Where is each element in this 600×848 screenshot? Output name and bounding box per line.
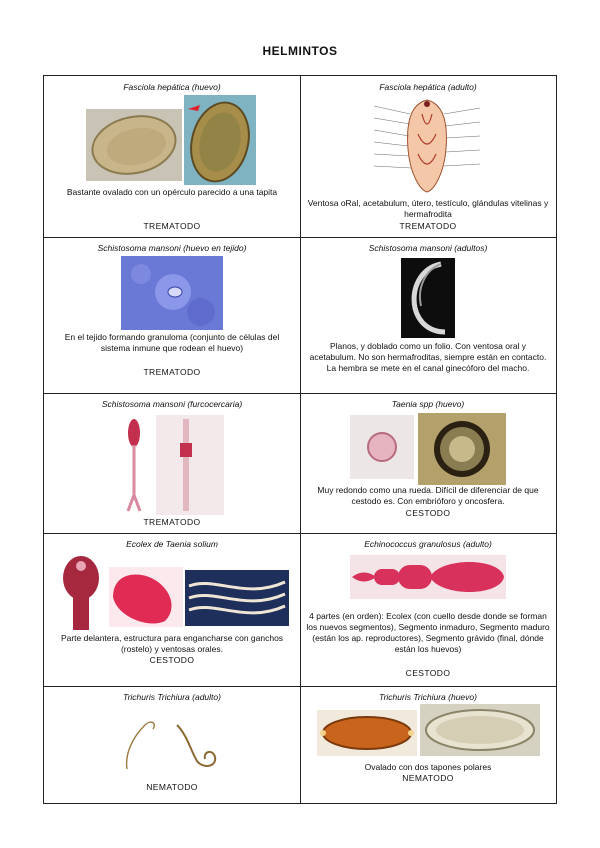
cell-description: Ovalado con dos tapones polares — [364, 762, 492, 772]
cell-fasciola-adult — [300, 76, 556, 237]
cell-taenia-solium-scolex — [44, 533, 301, 686]
cell-group: CESTODO — [149, 655, 195, 665]
cell-description: Planos, y doblado como un folio. Con ventosa oral y acetabulum. No son hermafroditas, siempre están en contacto. La hembra se mete en el canal ginecóforo del macho. — [309, 341, 547, 373]
table-row — [44, 393, 556, 534]
taenia-egg-image-1 — [350, 415, 414, 479]
cell-caption: Trichuris Trichiura (huevo) — [379, 692, 477, 702]
cell-description: Bastante ovalado con un opérculo parecido a una tapita — [66, 187, 278, 197]
cell-schistosoma-furcocercaria — [44, 393, 301, 533]
cell-schistosoma-adults — [300, 237, 556, 393]
cell-caption: Schistosoma mansoni (adultos) — [368, 243, 488, 253]
fasciola-egg-image-2 — [184, 95, 256, 185]
cell-caption: Schistosoma mansoni (huevo en tejido) — [97, 243, 247, 253]
table-row — [44, 686, 556, 803]
cell-trichuris-adult — [44, 686, 301, 803]
cell-caption: Fasciola hepática (adulto) — [379, 82, 477, 92]
table-row — [44, 76, 556, 238]
cell-group: NEMATODO — [146, 782, 198, 792]
cell-group: TREMATODO — [399, 221, 457, 231]
cell-taenia-egg — [300, 393, 556, 533]
trichuris-egg-image-2 — [420, 704, 540, 756]
trichuris-adult-image — [117, 715, 227, 775]
fasciola-adult-diagram — [364, 94, 490, 194]
cell-trichuris-egg — [300, 686, 556, 803]
table-row — [44, 533, 556, 687]
schistosoma-adults-image — [401, 258, 455, 338]
cell-caption: Taenia spp (huevo) — [391, 399, 465, 409]
cell-group: TREMATODO — [143, 221, 201, 231]
cell-caption: Echinococcus granulosus (adulto) — [364, 539, 492, 549]
taenia-egg-image-2 — [418, 413, 506, 485]
schistosoma-egg-tissue-image — [121, 256, 223, 330]
cell-schistosoma-egg-tissue — [44, 237, 301, 393]
cell-description: Parte delantera, estructura para engancharse con ganchos (rostelo) y ventosas orales. — [60, 633, 284, 654]
cell-caption: Ecolex de Taenia solium — [126, 539, 218, 549]
scolex-image-3 — [185, 570, 289, 626]
scolex-image-1 — [55, 554, 107, 630]
cell-caption: Schistosoma mansoni (furcocercaria) — [101, 399, 243, 409]
cell-group: TREMATODO — [143, 367, 201, 377]
cell-caption: Fasciola hepática (huevo) — [123, 82, 221, 92]
furcocercaria-image — [120, 415, 224, 515]
cell-description: 4 partes (en orden): Ecolex (con cuello desde donde se forman los nuevos segmentos), Segmento inmaduro, Segmento maduro (están los ap. reproductores), Segmento grávido (final, dónde están los huevos) — [306, 611, 550, 654]
cell-echinococcus-adult — [300, 533, 556, 686]
cell-group: CESTODO — [405, 668, 451, 678]
page-title: HELMINTOS — [262, 44, 338, 58]
cell-description: En el tejido formando granuloma (conjunto de células del sistema inmune que rodean el huevo) — [64, 332, 280, 353]
echinococcus-image — [350, 555, 506, 599]
helminth-table — [43, 75, 557, 804]
cell-group: CESTODO — [405, 508, 451, 518]
trichuris-egg-image-1 — [317, 710, 417, 756]
cell-group: TREMATODO — [143, 517, 201, 527]
cell-caption: Trichuris Trichiura (adulto) — [123, 692, 221, 702]
cell-fasciola-egg — [44, 76, 301, 237]
table-row — [44, 237, 556, 394]
fasciola-egg-image-1 — [86, 109, 182, 181]
scolex-image-2 — [109, 567, 183, 627]
cell-group: NEMATODO — [402, 773, 454, 783]
cell-description: Muy redondo como una rueda. Difícil de diferenciar de que cestodo es. Con embrióforo y oncosfera. — [317, 485, 539, 506]
cell-description: Ventosa oRal, acetabulum, útero, testículo, glándulas vitelinas y hermafrodita — [307, 198, 549, 219]
